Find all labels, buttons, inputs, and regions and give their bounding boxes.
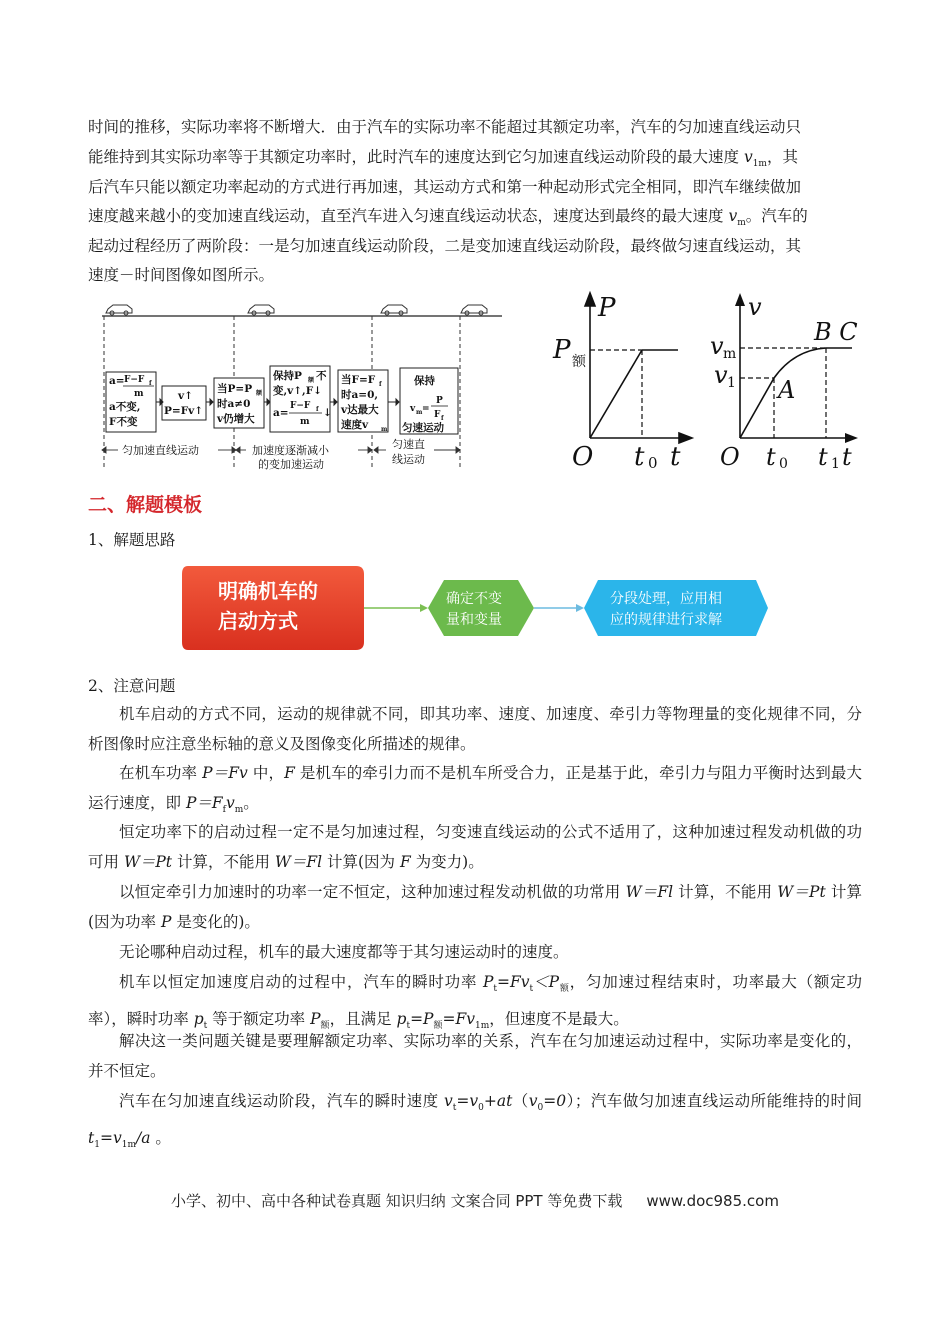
note-paragraph-3: 恒定功率下的启动过程一定不是匀加速过程，匀变速直线运动的公式不适用了，这种加速过程发动机做的功可用 W＝Pt 计算，不能用 W＝Fl 计算(因为 F 为变力)。	[88, 823, 862, 871]
power-time-graph	[548, 288, 698, 478]
box6-line1: 保持	[414, 375, 435, 387]
box5-line1-sub: f	[379, 381, 382, 388]
box4-num-sub: f	[316, 406, 319, 413]
page-footer	[0, 1190, 950, 1211]
section-2-title: 二、解题模板	[88, 494, 203, 516]
box3-line3: v仍增大	[217, 413, 255, 425]
box6-vm-sub: m	[416, 409, 423, 416]
step1-line2: 启动方式	[218, 609, 298, 633]
box2-line1: v↑	[178, 390, 193, 402]
step1-line1: 明确机车的	[218, 579, 318, 603]
car-icon	[248, 305, 274, 315]
car-icon	[461, 305, 487, 315]
intro-line-5: 起动过程经历了两阶段：一是匀加速直线运动阶段，二是变加速直线运动阶段，最终做匀速直线运动，其	[88, 237, 802, 255]
v1-label: v	[714, 361, 728, 389]
footer-url[interactable]: www.doc985.com	[646, 1192, 779, 1210]
box1-num: F−F	[124, 375, 145, 385]
intro-line-6: 速度－时间图像如图所示。	[88, 266, 275, 284]
p-t-axis-label: t	[670, 442, 681, 472]
step3-line1: 分段处理，应用相	[610, 591, 722, 607]
box6-vm: v	[410, 404, 416, 414]
box4-line1-sub: 额	[308, 377, 315, 384]
p-t0-label: t	[634, 442, 645, 472]
note-paragraph-7: 解决这一类问题关键是要理解额定功率、实际功率的关系，汽车在匀加速运动过程中，实际功率是变化的，并不恒定。	[88, 1032, 862, 1080]
velocity-time-graph	[706, 288, 866, 478]
box1-a-label: a=	[109, 375, 125, 387]
box5-line3: v达最大	[341, 404, 379, 416]
v-t-axis-label: t	[842, 443, 852, 471]
intro-line-1: 时间的推移，实际功率将不断增大．由于汽车的实际功率不能超过其额定功率，汽车的匀加速直线运动只	[88, 118, 802, 136]
note-paragraph-8: 汽车在匀加速直线运动阶段，汽车的瞬时速度 $v_t=v_0+at(v_0=0)$；汽车做匀加速直线运动所能维持的时间 $t_1=v_{1m}/a$ 。	[88, 1092, 862, 1150]
v-t1-label: t	[818, 443, 828, 471]
box6-eq: =	[422, 404, 430, 414]
box4-line1-b: 不	[316, 370, 327, 382]
p-axis-label: P	[598, 293, 616, 323]
car-icon	[106, 305, 132, 315]
subsection-2-title: 2、注意问题	[88, 677, 176, 695]
p-origin-label: O	[572, 442, 594, 472]
intro-line-4: 速度越来越小的变加速直线运动，直至汽车进入匀速直线运动状态，速度达到最终的最大速度 $v_m$。汽车的	[88, 207, 808, 229]
box4-line1: 保持P	[273, 370, 302, 382]
car-icon	[381, 305, 407, 315]
v-axis-label: v	[748, 293, 762, 321]
step2-line2: 量和变量	[446, 612, 502, 628]
box2-line2: P=Fv↑	[164, 405, 204, 417]
note-paragraph-6: 机车以恒定加速度启动的过程中，汽车的瞬时功率 $P_t=Fv_t<P_额$，匀加速过程结束时，功率最大（额定功率），瞬时功率 $p_t$ 等于额定功率 $P_额$，且满足 $p_t=P_额=Fv_{1m}$，但速度不是最大。	[88, 973, 862, 1031]
box6-num: P	[436, 396, 443, 406]
v1-sub: 1	[727, 375, 736, 391]
box6-line3: 匀速运动	[402, 422, 444, 434]
box5-line4: 速度v	[341, 419, 369, 431]
p-rated-sub: 额	[572, 354, 586, 370]
stage3-label-a: 匀速直	[392, 438, 425, 451]
box4-num: F−F	[290, 401, 311, 411]
step2-line1: 确定不变	[446, 591, 502, 607]
p-rated-label: P	[553, 335, 571, 365]
box4-a: a=	[273, 407, 289, 419]
startup-flow-diagram	[96, 298, 506, 473]
box1-line3: F不变	[109, 416, 138, 428]
box4-den: m	[300, 417, 310, 427]
v-t0-label: t	[766, 443, 776, 471]
box5-line4-sub: m	[381, 426, 388, 433]
box5-line2: 时a=0,	[341, 389, 379, 401]
box4-line2: 变,v↑,F↓	[273, 385, 322, 397]
box3-line1-sub: 额	[256, 390, 263, 397]
point-bc-label: B C	[814, 318, 858, 346]
note-paragraph-4: 以恒定牵引力加速时的功率一定不恒定，这种加速过程发动机做的功常用 W＝Fl 计算，不能用 W＝Pt 计算(因为功率 P 是变化的)。	[88, 883, 862, 931]
footer-text: 小学、初中、高中各种试卷真题 知识归纳 文案合同 PPT 等免费下载	[171, 1192, 623, 1210]
stage2-label-a: 加速度逐渐减小	[252, 444, 329, 457]
box6-den-sub: f	[441, 415, 444, 422]
stage2-label-b: 的变加速运动	[258, 458, 324, 471]
step3-line2: 应的规律进行求解	[610, 612, 722, 628]
box1-num-sub: f	[149, 380, 152, 387]
box5-line1: 当F=F	[341, 374, 376, 386]
subsection-1-title: 1、解题思路	[88, 531, 176, 549]
box6-den: F	[434, 410, 441, 420]
box3-line2: 时a≠0	[217, 398, 251, 410]
stage3-label-b: 线运动	[392, 453, 425, 466]
box3-line1: 当P=P	[217, 383, 253, 395]
point-a-label: A	[778, 376, 796, 404]
note-paragraph-1: 机车启动的方式不同，运动的规律就不同，即其功率、速度、加速度、牵引力等物理量的变化规律不同，分析图像时应注意坐标轴的意义及图像变化所描述的规律。	[88, 705, 862, 753]
note-paragraph-2: 在机车功率 P＝Fv 中，F 是机车的牵引力而不是机车所受合力，正是基于此，牵引力与阻力平衡时达到最大运行速度，即 $P=F_fv_m$。	[88, 764, 862, 815]
intro-line-2: 能维持到其实际功率等于其额定功率时，此时汽车的速度达到它匀加速直线运动阶段的最大速度 $v_{1m}$，其	[88, 148, 798, 170]
p-t0-sub: 0	[648, 454, 658, 472]
v-t0-sub: 0	[779, 456, 788, 472]
box1-den: m	[134, 389, 144, 399]
box1-line2: a不变,	[109, 401, 141, 413]
vm-sub: m	[723, 346, 737, 362]
note-paragraph-5: 无论哪种启动过程，机车的最大速度都等于其匀速运动时的速度。	[119, 943, 569, 961]
v-t1-sub: 1	[831, 456, 840, 472]
box4-arrow: ↓	[323, 407, 332, 419]
stage1-label: 匀加速直线运动	[122, 444, 199, 457]
intro-line-3: 后汽车只能以额定功率起动的方式进行再加速，其运动方式和第一种起动形式完全相同，即汽车继续做加	[88, 178, 802, 196]
vm-label: v	[710, 332, 724, 360]
thinking-flowchart	[178, 560, 772, 658]
v-origin-label: O	[720, 443, 740, 471]
